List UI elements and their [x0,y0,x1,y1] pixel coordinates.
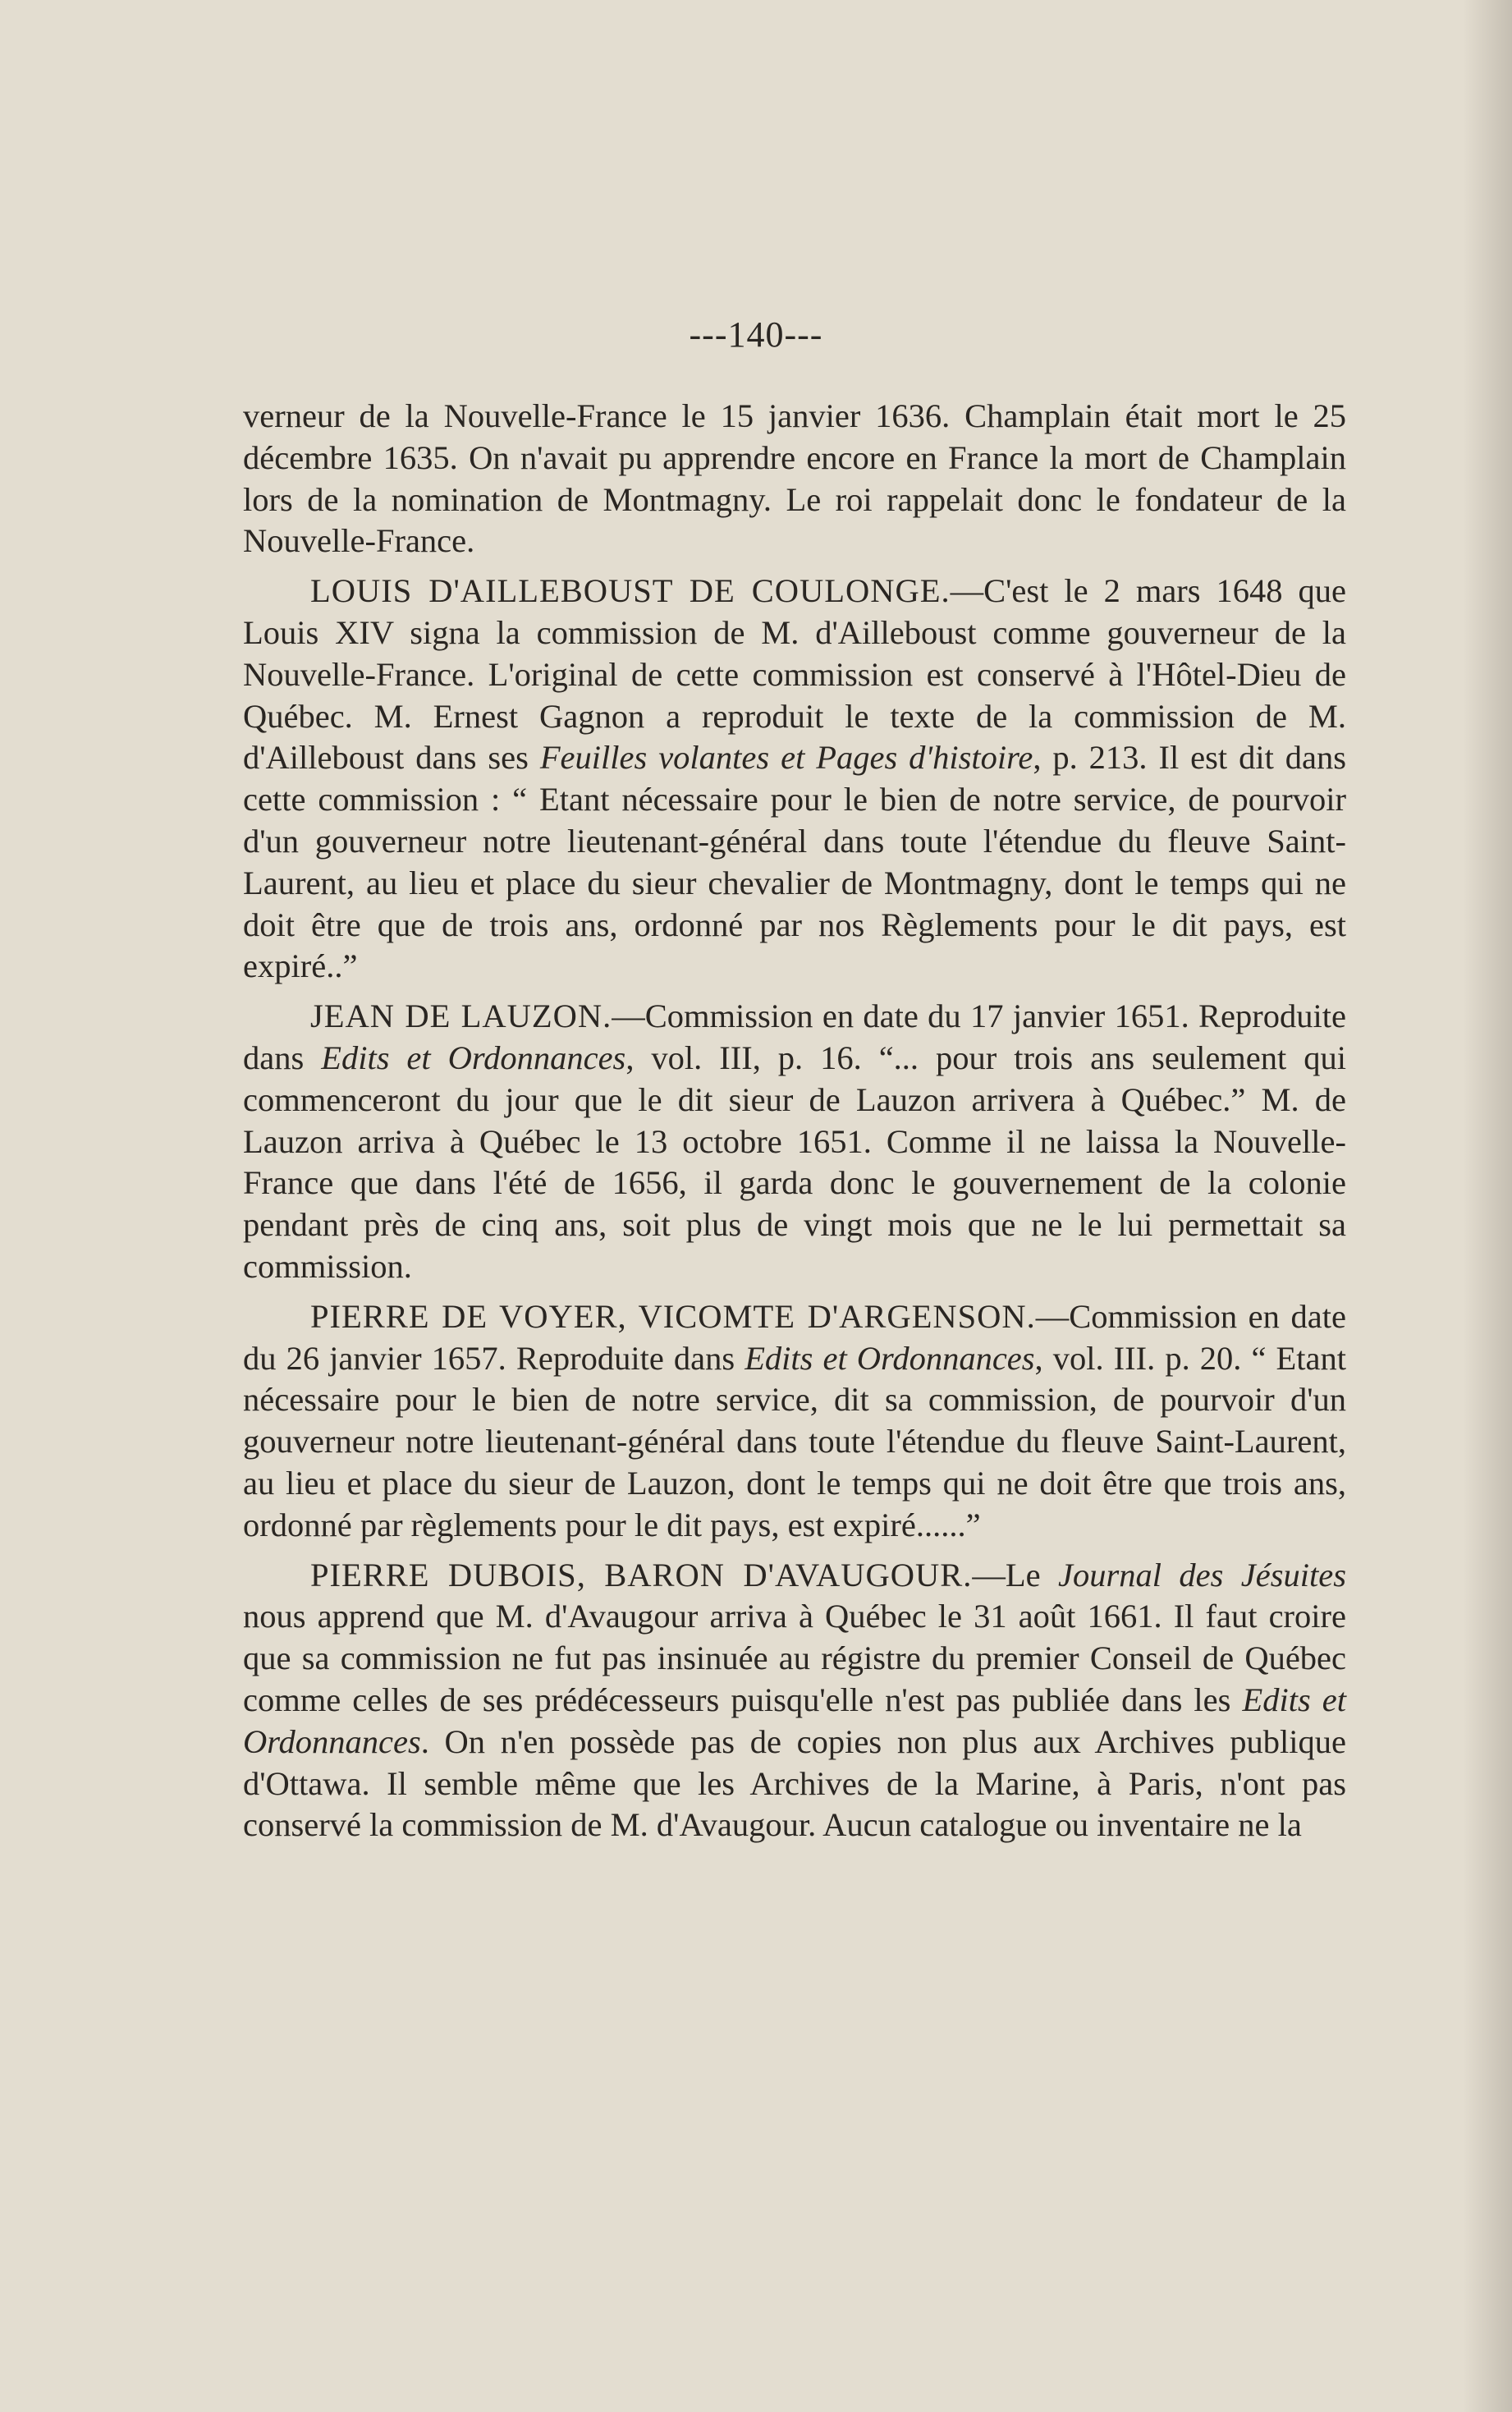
paragraph-text: —Le [972,1556,1058,1593]
paragraph [243,396,1346,562]
person-name-heading: PIERRE DUBOIS, BARON D'AVAUGOUR. [310,1556,973,1593]
italic-title: Edits et Ordonnances [243,1681,1347,1760]
italic-title: Journal des Jésuites [1058,1556,1346,1593]
person-name-heading: JEAN DE LAUZON. [310,997,612,1035]
italic-title: Edits et Ordonnances [321,1039,626,1076]
page-number: ---140--- [689,314,823,355]
page-edge-shadow [1463,0,1512,2412]
person-name-heading: PIERRE DE VOYER, VICOMTE D'ARGENSON. [310,1297,1036,1335]
paragraph [243,1555,1346,1847]
paragraph-text: , p. 213. Il est dit dans cette commission : “ Etant nécessaire pour le bien de notre service, de pourvoir d'un gouverneur notre lieutenant-général dans toute l'étendue du fleuve Saint-Laurent, au lieu et place du sieur chevalier de Montmagny, dont le temps qui ne doit être que de trois ans, ordonné par nos Règlements pour le dit pays, est expiré..” [243,739,1346,985]
paragraph-text: nous apprend que M. d'Avaugour arriva à Québec le 31 août 1661. Il faut croire que sa commission ne fut pas insinuée au régistre du premier Conseil de Québec comme celles de ses prédécesseurs puisqu'elle n'est pas publiée dans les [243,1598,1346,1718]
paragraph-text: —Commission en date du 26 janvier 1657. Reproduite dans [243,1297,1346,1377]
paragraph [243,1296,1346,1547]
italic-title: Edits et Ordonnances [745,1339,1035,1377]
paragraph-text: , vol. III, p. 16. “... pour trois ans seulement qui commenceront du jour que le dit sieur de Lauzon arrivera à Québec.” M. de Lauzon arriva à Québec le 13 octobre 1651. Comme il ne laissa la Nouvelle-France que dans l'été de 1656, il garda donc le gouvernement de la colonie pendant près de cinq ans, soit plus de vingt mois que ne le lui permettait sa commission. [243,1039,1346,1285]
paragraph [243,571,1346,988]
paragraph-text: —Commission en date du 17 janvier 1651. Reproduite dans [243,997,1347,1076]
paragraph-text: , vol. III. p. 20. “ Etant nécessaire pour le bien de notre service, dit sa commission, de pourvoir d'un gouverneur notre lieutenant-général dans toute l'étendue du fleuve Saint-Laurent, au lieu et place du sieur de Lauzon, dont le temps qui ne doit être que trois ans, ordonné par règlements pour le dit pays, est expiré......” [243,1339,1346,1543]
paragraph-text: —C'est le 2 mars 1648 que Louis XIV signa la commission de M. d'Ailleboust comme gouverneur de la Nouvelle-France. L'original de cette commission est conservé à l'Hôtel-Dieu de Québec. M. Ernest Gagnon a reproduit le texte de la commission de M. d'Ailleboust dans ses [243,572,1347,777]
paragraph-text: . On n'en possède pas de copies non plus aux Archives publique d'Ottawa. Il semble même que les Archives de la Marine, à Paris, n'ont pas conservé la commission de M. d'Avaugour. Aucun catalogue ou inventaire ne la [243,1722,1346,1844]
body-text [243,396,1346,1855]
paragraph [243,996,1346,1288]
paragraph-text: verneur de la Nouvelle-France le 15 janvier 1636. Champlain était mort le 25 décembre 1635. On n'avait pu apprendre encore en France la mort de Champlain lors de la nomination de Montmagny. Le roi rappelait donc le fondateur de la Nouvelle-France. [243,397,1346,560]
person-name-heading: LOUIS D'AILLEBOUST DE COULONGE. [310,572,951,610]
italic-title: Feuilles volantes et Pages d'histoire [539,739,1033,777]
